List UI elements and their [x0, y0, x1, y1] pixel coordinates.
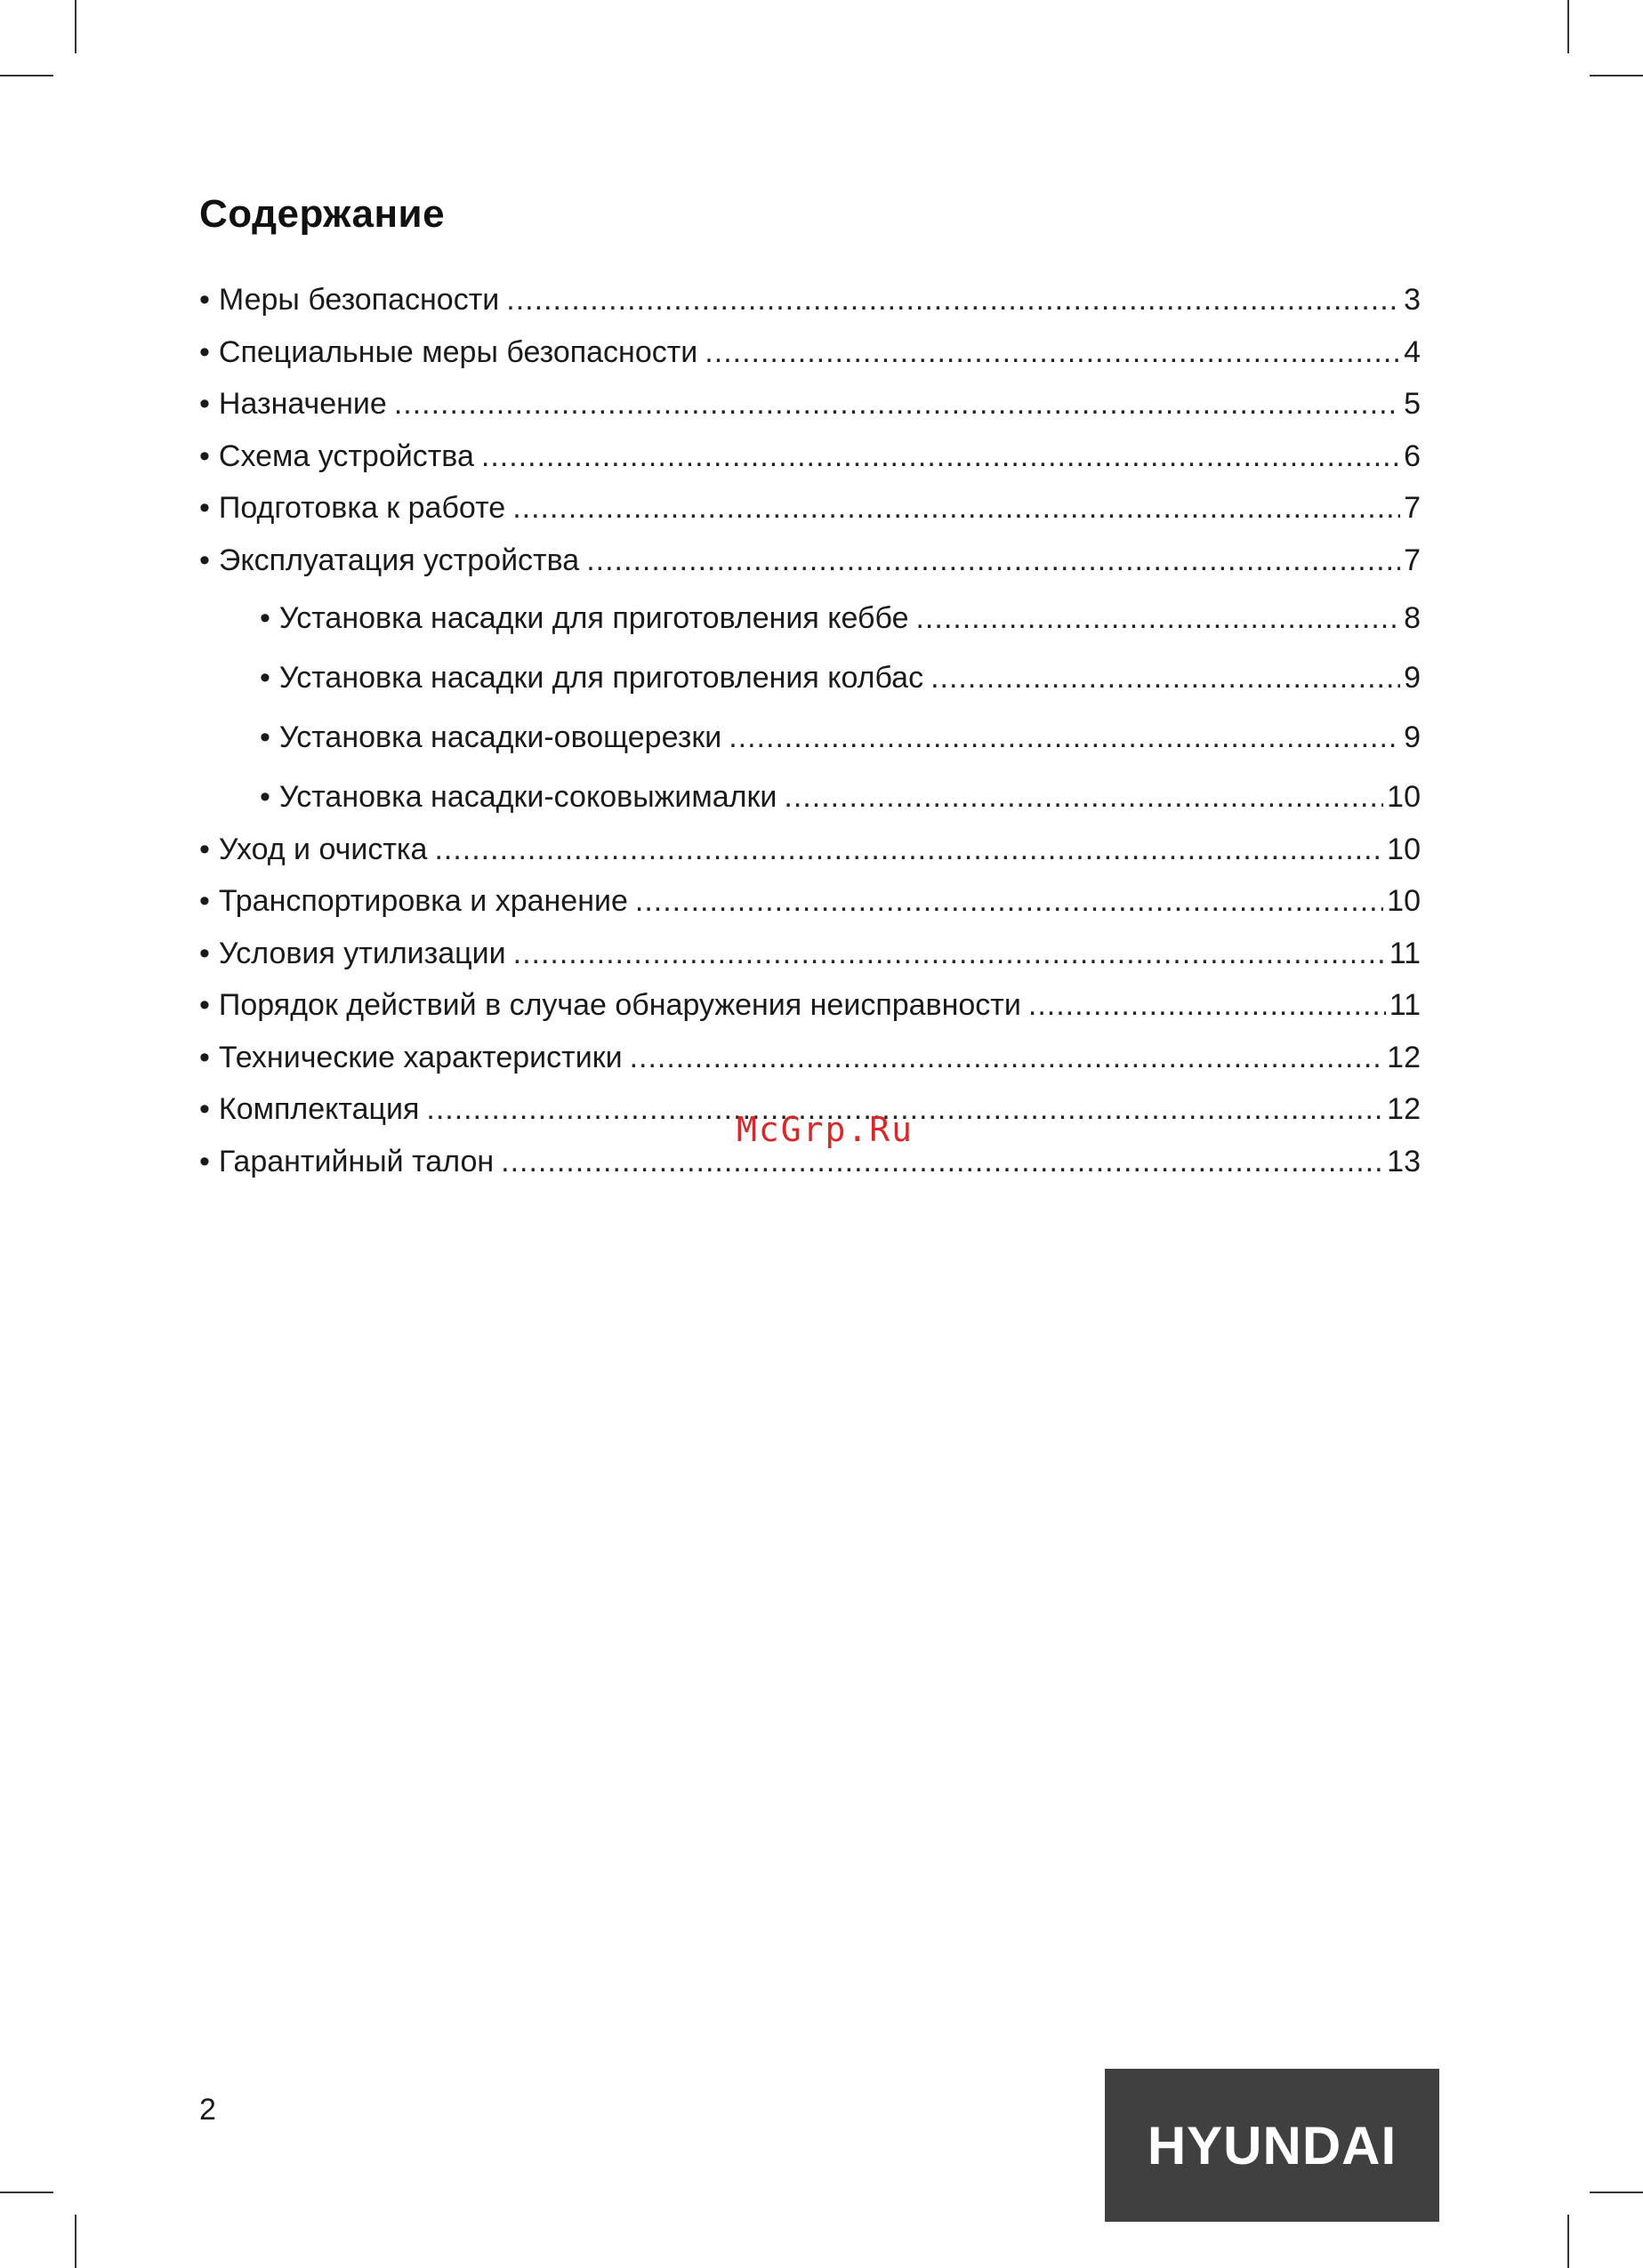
dot-leader — [434, 828, 1383, 871]
toc-entry-page: 3 — [1404, 283, 1421, 317]
toc-entry-page: 12 — [1387, 1092, 1421, 1126]
brand-logo — [1105, 2069, 1439, 2222]
bullet: • — [199, 988, 210, 1022]
crop-mark — [1590, 2192, 1643, 2193]
toc-entry-label: Гарантийный талон — [218, 1145, 495, 1178]
crop-mark — [0, 2192, 53, 2193]
toc-entry-label: Установка насадки-соковыжималки — [278, 780, 777, 814]
dot-leader — [481, 435, 1400, 478]
dot-leader — [501, 1140, 1383, 1183]
bullet: • — [199, 335, 210, 369]
toc-entry-label: Транспортировка и хранение — [218, 884, 628, 918]
toc-entry-label: Условия утилизации — [218, 937, 506, 970]
dot-leader — [915, 597, 1400, 639]
bullet: • — [260, 720, 270, 754]
toc-entry-page: 7 — [1404, 491, 1421, 525]
dot-leader — [784, 776, 1383, 818]
bullet: • — [199, 491, 210, 525]
crop-mark — [1590, 75, 1643, 76]
brand-logo-text: HYUNDAI — [1147, 2115, 1397, 2176]
toc-entry-label: Порядок действий в случае обнаружения неисправности — [218, 988, 1021, 1022]
crop-mark — [1567, 2215, 1569, 2268]
page-title: Содержание — [199, 192, 446, 236]
dot-leader — [1028, 984, 1386, 1026]
crop-mark — [1567, 0, 1569, 53]
toc-entry-page: 12 — [1387, 1041, 1421, 1074]
bullet: • — [199, 1145, 210, 1178]
dot-leader — [394, 382, 1400, 425]
bullet: • — [199, 439, 210, 473]
crop-mark — [75, 2215, 77, 2268]
dot-leader — [930, 656, 1400, 699]
toc-entry-page: 9 — [1404, 661, 1421, 695]
toc-entry — [199, 487, 1421, 529]
crop-mark — [75, 0, 77, 53]
watermark: McGrp.Ru — [737, 1110, 914, 1149]
toc-subentry — [260, 597, 1421, 639]
dot-leader — [512, 487, 1400, 529]
bullet: • — [260, 601, 270, 635]
bullet: • — [199, 1092, 210, 1126]
toc-subentry — [260, 776, 1421, 818]
toc-entry-label: Эксплуатация устройства — [218, 543, 580, 577]
toc-entry — [199, 828, 1421, 871]
bullet: • — [199, 387, 210, 421]
bullet: • — [260, 661, 270, 695]
toc-entry-label: Технические характеристики — [218, 1041, 623, 1074]
toc-entry-page: 7 — [1404, 543, 1421, 577]
toc-entry-page: 10 — [1387, 884, 1421, 918]
toc-entry-page: 11 — [1389, 937, 1421, 970]
toc-entry — [199, 932, 1421, 975]
bullet: • — [199, 543, 210, 577]
toc-entry-label: Установка насадки для приготовления колбас — [278, 661, 924, 695]
toc-entry — [199, 984, 1421, 1026]
toc-entry-label: Подготовка к работе — [218, 491, 506, 525]
dot-leader — [586, 539, 1400, 582]
toc-entry-label: Специальные меры безопасности — [218, 335, 698, 369]
toc-subentry — [260, 716, 1421, 759]
bullet: • — [199, 1041, 210, 1074]
toc-entry — [199, 382, 1421, 425]
toc-entry-page: 6 — [1404, 439, 1421, 473]
toc-entry-page: 10 — [1387, 832, 1421, 866]
dot-leader — [635, 880, 1383, 922]
bullet: • — [199, 832, 210, 866]
toc-entry-label: Меры безопасности — [218, 283, 500, 317]
toc-entry — [199, 880, 1421, 922]
toc-entry-label: Комплектация — [218, 1092, 420, 1126]
toc-entry — [199, 1036, 1421, 1079]
toc-entry-page: 4 — [1404, 335, 1421, 369]
dot-leader — [506, 278, 1400, 321]
toc-entry — [199, 331, 1421, 374]
toc-entry-label: Схема устройства — [218, 439, 474, 473]
toc-entry-label: Установка насадки-овощерезки — [278, 720, 722, 754]
bullet: • — [199, 884, 210, 918]
bullet: • — [260, 780, 270, 814]
toc-entry-page: 8 — [1404, 601, 1421, 635]
toc-entry — [199, 539, 1421, 582]
bullet: • — [199, 283, 210, 317]
toc-entry-label: Уход и очистка — [218, 832, 428, 866]
toc-entry-page: 11 — [1389, 988, 1421, 1022]
dot-leader — [630, 1036, 1384, 1079]
toc-entry-page: 9 — [1404, 720, 1421, 754]
toc-entry-page: 10 — [1387, 780, 1421, 814]
dot-leader — [513, 932, 1386, 975]
toc-entry-page: 13 — [1387, 1145, 1421, 1178]
page-number: 2 — [199, 2093, 216, 2127]
toc-subentry — [260, 656, 1421, 699]
toc-entry — [199, 278, 1421, 321]
toc-entry-page: 5 — [1404, 387, 1421, 421]
dot-leader — [729, 716, 1400, 759]
dot-leader — [705, 331, 1400, 374]
crop-mark — [0, 75, 53, 76]
toc-entry-label: Назначение — [218, 387, 387, 421]
toc-entry-label: Установка насадки для приготовления кеббе — [278, 601, 909, 635]
toc-entry — [199, 435, 1421, 478]
bullet: • — [199, 937, 210, 970]
